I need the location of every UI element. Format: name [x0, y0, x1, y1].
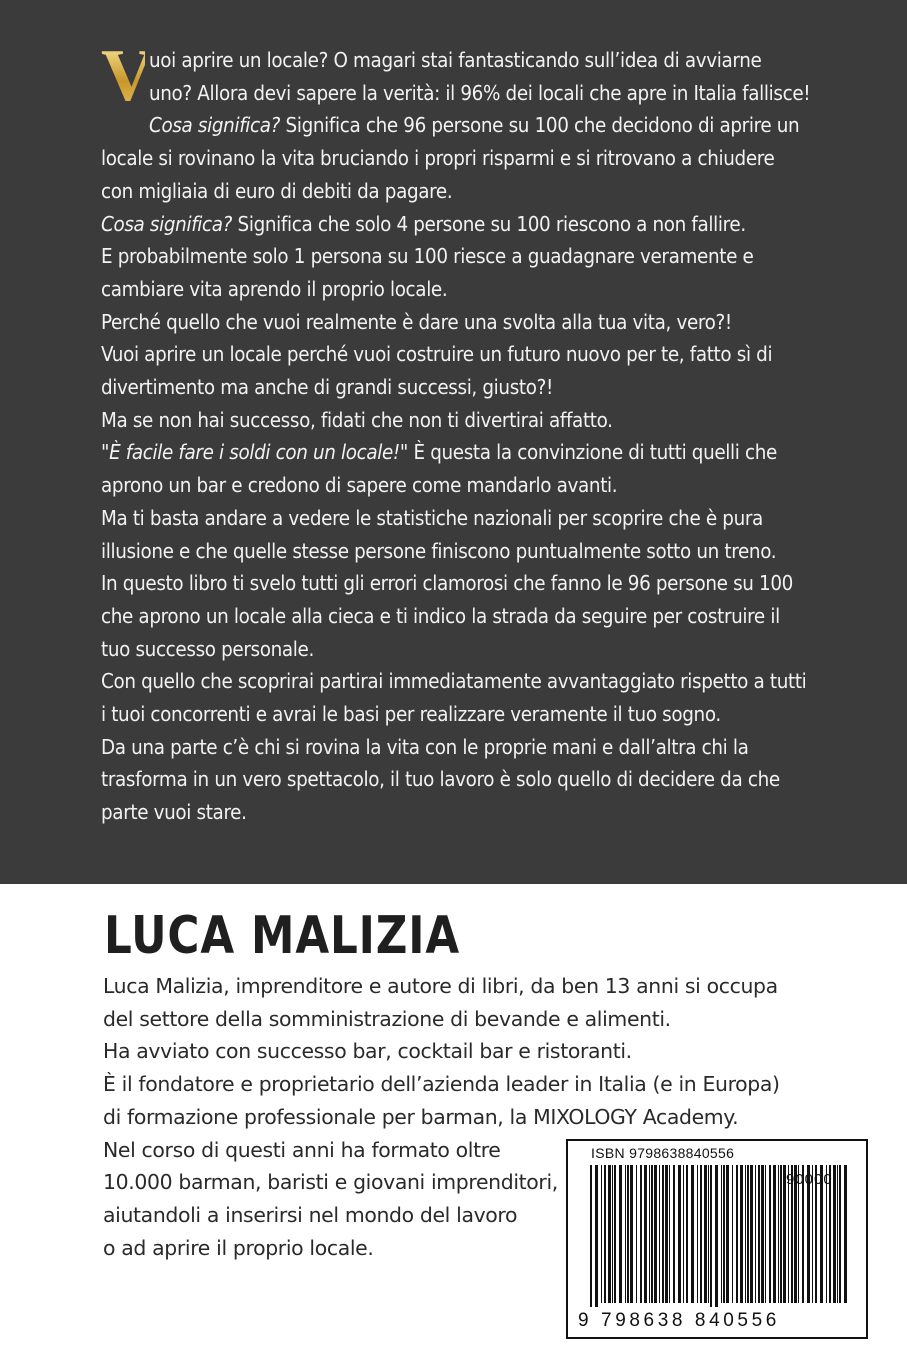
blurb-segment: con migliaia di euro di debiti da pagare.	[101, 178, 453, 203]
blurb-segment: cambiare vita aprendo il proprio locale.	[101, 276, 448, 301]
barcode-bar	[780, 1165, 782, 1303]
barcode-bar	[837, 1165, 838, 1303]
blurb-segment: Ma se non hai successo, fidati che non ti divertirai affatto.	[101, 407, 613, 432]
blurb-segment: i tuoi concorrenti e avrai le basi per realizzare veramente il tuo sogno.	[101, 702, 721, 727]
blurb-line	[101, 763, 861, 796]
isbn-barcode	[566, 1139, 868, 1339]
blurb-line	[101, 796, 861, 829]
blurb-line	[101, 109, 861, 142]
isbn-label: ISBN 9798638840556	[591, 1145, 735, 1161]
bio-line: di formazione professionale per barman, la MIXOLOGY Academy.	[103, 1104, 739, 1129]
blurb-line	[101, 665, 861, 698]
bio-line: aiutandoli a inserirsi nel mondo del lavoro	[103, 1202, 518, 1227]
blurb-segment: locale si rovinano la vita bruciando i propri risparmi e si ritrovano a chiudere	[101, 146, 775, 171]
blurb-segment: Ma ti basta andare a vedere le statistiche nazionali per scoprire che è pura	[101, 505, 763, 530]
blurb-line	[101, 633, 861, 666]
barcode-bar	[844, 1165, 847, 1303]
blurb-segment: E probabilmente solo 1 persona su 100 riesce a guadagnare veramente e	[101, 244, 754, 269]
bio-line: Ha avviato con successo bar, cocktail bar e ristoranti.	[103, 1039, 632, 1064]
bio-line: È il fondatore e proprietario dell’azienda leader in Italia (e in Europa)	[103, 1072, 780, 1097]
barcode-digits: 9 798638 840556	[578, 1310, 780, 1331]
author-heading: LUCA MALIZIA	[104, 906, 460, 966]
bio-line: o ad aprire il proprio locale.	[103, 1235, 374, 1260]
blurb-line	[101, 731, 861, 764]
blurb-segment: divertimento ma anche di grandi successi, giusto?!	[101, 375, 554, 400]
blurb-segment: che aprono un locale alla cieca e ti indico la strada da seguire per costruire il	[101, 603, 780, 628]
blurb-line	[101, 142, 861, 175]
blurb-line	[101, 469, 861, 502]
blurb-line	[101, 371, 861, 404]
blurb-line	[101, 535, 861, 568]
blurb-emphasis: Cosa significa?	[101, 211, 233, 236]
drop-cap: V	[101, 35, 155, 117]
blurb-segment: uno? Allora devi sapere la verità: il 96% dei locali che apre in Italia fallisce!	[149, 80, 811, 105]
blurb-segment: trasforma in un vero spettacolo, il tuo lavoro è solo quello di decidere da che	[101, 767, 780, 792]
blurb-segment: tuo successo personale.	[101, 636, 314, 661]
barcode-bar	[778, 1165, 779, 1303]
blurb-line	[101, 306, 861, 339]
barcode-bar	[773, 1165, 776, 1303]
blurb-line	[101, 502, 861, 535]
blurb-line	[101, 175, 861, 208]
blurb-line	[101, 567, 861, 600]
blurb-segment: Vuoi aprire un locale perché vuoi costruire un futuro nuovo per te, fatto sì di	[101, 342, 773, 367]
blurb-line	[101, 273, 861, 306]
barcode-bar	[839, 1165, 841, 1303]
bio-line: Nel corso di questi anni ha formato oltre	[103, 1137, 501, 1162]
blurb-line	[101, 404, 861, 437]
blurb-line	[101, 698, 861, 731]
blurb-segment: È questa la convinzione di tutti quelli che	[408, 440, 777, 465]
blurb-line	[101, 436, 861, 469]
bio-line: del settore della somministrazione di bevande e alimenti.	[103, 1006, 671, 1031]
price-code: 90000	[786, 1171, 833, 1188]
barcode-bar	[833, 1165, 836, 1303]
blurb-segment: Perché quello che vuoi realmente è dare una svolta alla tua vita, vero?!	[101, 309, 732, 334]
blurb-segment: uoi aprire un locale? O magari stai fantasticando sull’idea di avviarne	[149, 48, 762, 72]
bio-line: 10.000 barman, baristi e giovani imprenditori,	[103, 1170, 558, 1195]
blurb-line	[101, 240, 861, 273]
blurb-line	[101, 338, 861, 371]
blurb-segment: parte vuoi stare.	[101, 800, 247, 825]
blurb-text	[101, 35, 861, 829]
bio-line: Luca Malizia, imprenditore e autore di libri, da ben 13 anni si occupa	[103, 974, 778, 998]
blurb-line	[101, 600, 861, 633]
blurb-segment: illusione e che quelle stesse persone finiscono puntualmente sotto un treno.	[101, 538, 777, 563]
blurb-segment: Significa che solo 4 persone su 100 riescono a non fallire.	[232, 211, 746, 236]
blurb-line	[101, 44, 861, 77]
blurb-line	[101, 208, 861, 241]
blurb-emphasis: Cosa significa?	[149, 113, 281, 138]
blurb-segment: aprono un bar e credono di sapere come mandarlo avanti.	[101, 473, 618, 498]
blurb-emphasis: "È facile fare i soldi con un locale!"	[101, 440, 409, 465]
blurb-segment: Significa che 96 persone su 100 che decidono di aprire un	[280, 113, 800, 138]
blurb-segment: Da una parte c’è chi si rovina la vita con le proprie mani e dall’altra chi la	[101, 734, 749, 759]
blurb-line	[101, 77, 861, 110]
blurb-segment: In questo libro ti svelo tutti gli errori clamorosi che fanno le 96 persone su 100	[101, 571, 794, 596]
blurb-segment: Con quello che scoprirai partirai immediatamente avvantaggiato rispetto a tutti	[101, 669, 807, 694]
